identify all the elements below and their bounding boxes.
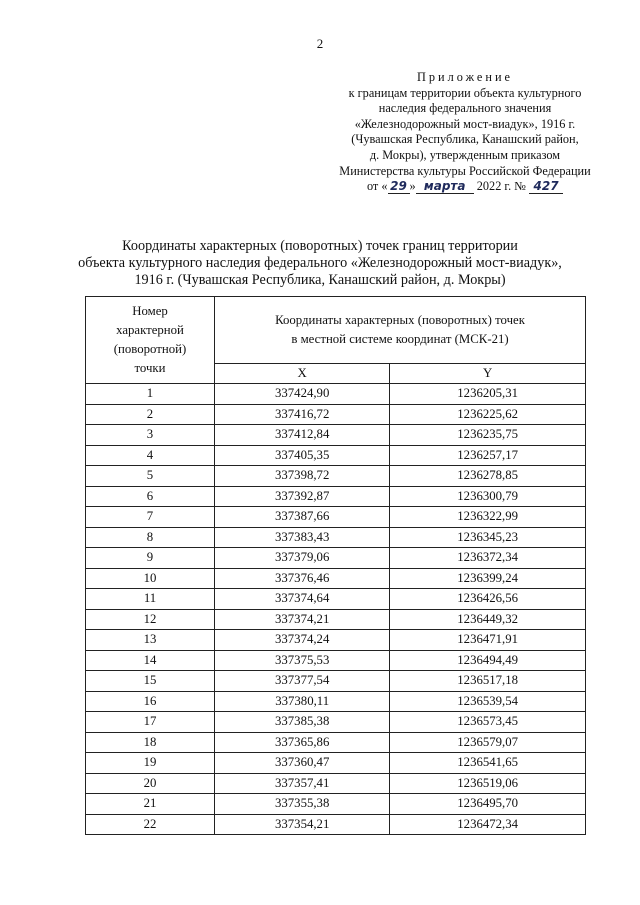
y-coordinate-cell: 1236519,06: [390, 773, 586, 794]
table-row: [86, 753, 586, 774]
x-coordinate-cell: 337374,21: [215, 609, 390, 630]
appendix-heading: Приложение: [417, 70, 513, 84]
y-coordinate-cell: 1236235,75: [390, 425, 586, 446]
point-number-cell: 6: [86, 486, 215, 507]
table-row: [86, 671, 586, 692]
x-coordinate-cell: 337416,72: [215, 404, 390, 425]
y-coordinate-cell: 1236322,99: [390, 507, 586, 528]
y-coordinate-cell: 1236426,56: [390, 589, 586, 610]
table-row: [86, 609, 586, 630]
date-mid: »: [409, 179, 416, 194]
y-coordinate-cell: 1236278,85: [390, 466, 586, 487]
x-coordinate-cell: 337392,87: [215, 486, 390, 507]
table-row: [86, 384, 586, 405]
point-number-cell: 11: [86, 589, 215, 610]
date-year: 2022 г. №: [473, 179, 530, 194]
table-row: [86, 486, 586, 507]
table-row: [86, 732, 586, 753]
table-row: [86, 507, 586, 528]
point-number-cell: 3: [86, 425, 215, 446]
appendix-line: «Железнодорожный мост-виадук», 1916 г.: [354, 116, 576, 131]
title-line: Координаты характерных (поворотных) точек границ территории: [122, 238, 518, 254]
date-month-handwritten: марта: [416, 180, 474, 194]
point-number-cell: 16: [86, 691, 215, 712]
x-coordinate-cell: 337412,84: [215, 425, 390, 446]
y-coordinate-cell: 1236579,07: [390, 732, 586, 753]
header-point-line: Номер: [132, 304, 168, 318]
point-number-cell: 19: [86, 753, 215, 774]
point-number-cell: 2: [86, 404, 215, 425]
point-number-cell: 9: [86, 548, 215, 569]
table-row: [86, 650, 586, 671]
table-row: [86, 404, 586, 425]
date-day-handwritten: 29: [388, 180, 410, 194]
x-coordinate-cell: 337424,90: [215, 384, 390, 405]
y-coordinate-cell: 1236205,31: [390, 384, 586, 405]
point-number-cell: 13: [86, 630, 215, 651]
order-date-line: [322, 179, 608, 195]
y-coordinate-cell: 1236399,24: [390, 568, 586, 589]
title-line: 1916 г. (Чувашская Республика, Канашский район, д. Мокры): [134, 272, 506, 288]
y-coordinate-cell: 1236573,45: [390, 712, 586, 733]
y-coordinate-cell: 1236449,32: [390, 609, 586, 630]
x-coordinate-cell: 337360,47: [215, 753, 390, 774]
page-number: 2: [316, 36, 324, 51]
point-number-cell: 12: [86, 609, 215, 630]
x-coordinate-cell: 337374,64: [215, 589, 390, 610]
point-number-cell: 18: [86, 732, 215, 753]
x-coordinate-cell: 337355,38: [215, 794, 390, 815]
x-coordinate-cell: 337376,46: [215, 568, 390, 589]
point-number-cell: 21: [86, 794, 215, 815]
title-line: объекта культурного наследия федерального «Железнодорожный мост-виадук»,: [78, 255, 562, 271]
point-number-cell: 22: [86, 814, 215, 835]
x-coordinate-cell: 337380,11: [215, 691, 390, 712]
table-row: [86, 425, 586, 446]
table-row: [86, 773, 586, 794]
y-coordinate-cell: 1236472,34: [390, 814, 586, 835]
x-coordinate-cell: 337357,41: [215, 773, 390, 794]
x-coordinate-cell: 337387,66: [215, 507, 390, 528]
coordinates-table: [85, 296, 586, 835]
y-coordinate-cell: 1236257,17: [390, 445, 586, 466]
table-row: [86, 712, 586, 733]
order-number-handwritten: 427: [529, 180, 563, 194]
header-coordinates: [215, 297, 586, 364]
point-number-cell: 14: [86, 650, 215, 671]
table-row: [86, 527, 586, 548]
table-row: [86, 630, 586, 651]
point-number-cell: 17: [86, 712, 215, 733]
x-coordinate-cell: 337385,38: [215, 712, 390, 733]
point-number-cell: 5: [86, 466, 215, 487]
document-title: [30, 238, 610, 289]
point-number-cell: 1: [86, 384, 215, 405]
header-coords-line: в местной системе координат (МСК-21): [291, 332, 509, 346]
header-point-line: характерной: [116, 323, 184, 337]
table-row: [86, 568, 586, 589]
point-number-cell: 8: [86, 527, 215, 548]
y-coordinate-cell: 1236372,34: [390, 548, 586, 569]
x-coordinate-cell: 337365,86: [215, 732, 390, 753]
appendix-block: [322, 70, 608, 195]
table-body: [86, 384, 586, 835]
table-row: [86, 814, 586, 835]
point-number-cell: 10: [86, 568, 215, 589]
point-number-cell: 7: [86, 507, 215, 528]
point-number-cell: 15: [86, 671, 215, 692]
y-coordinate-cell: 1236471,91: [390, 630, 586, 651]
y-coordinate-cell: 1236541,65: [390, 753, 586, 774]
appendix-line: к границам территории объекта культурного: [348, 85, 582, 100]
y-coordinate-cell: 1236225,62: [390, 404, 586, 425]
table-row: [86, 466, 586, 487]
x-coordinate-cell: 337405,35: [215, 445, 390, 466]
x-coordinate-cell: 337383,43: [215, 527, 390, 548]
header-point-line: (поворотной): [113, 342, 187, 356]
x-coordinate-cell: 337379,06: [215, 548, 390, 569]
y-coordinate-cell: 1236345,23: [390, 527, 586, 548]
y-coordinate-cell: 1236300,79: [390, 486, 586, 507]
table-row: [86, 691, 586, 712]
header-coords-line: Координаты характерных (поворотных) точек: [275, 313, 525, 327]
x-coordinate-cell: 337375,53: [215, 650, 390, 671]
x-coordinate-cell: 337374,24: [215, 630, 390, 651]
x-coordinate-cell: 337398,72: [215, 466, 390, 487]
header-y: Y: [390, 364, 586, 384]
header-point-number: [86, 297, 215, 384]
point-number-cell: 20: [86, 773, 215, 794]
y-coordinate-cell: 1236539,54: [390, 691, 586, 712]
y-coordinate-cell: 1236494,49: [390, 650, 586, 671]
point-number-cell: 4: [86, 445, 215, 466]
table-row: [86, 445, 586, 466]
y-coordinate-cell: 1236517,18: [390, 671, 586, 692]
appendix-line: Министерства культуры Российской Федерации: [339, 163, 591, 178]
table-row: [86, 589, 586, 610]
date-prefix: от «: [366, 179, 388, 194]
appendix-line: наследия федерального значения: [378, 101, 552, 116]
appendix-line: д. Мокры), утвержденным приказом: [369, 147, 561, 162]
x-coordinate-cell: 337377,54: [215, 671, 390, 692]
x-coordinate-cell: 337354,21: [215, 814, 390, 835]
table-row: [86, 548, 586, 569]
header-point-line: точки: [134, 361, 166, 375]
table-row: [86, 794, 586, 815]
y-coordinate-cell: 1236495,70: [390, 794, 586, 815]
header-x: X: [215, 364, 390, 384]
appendix-line: (Чувашская Республика, Канашский район,: [351, 132, 579, 147]
